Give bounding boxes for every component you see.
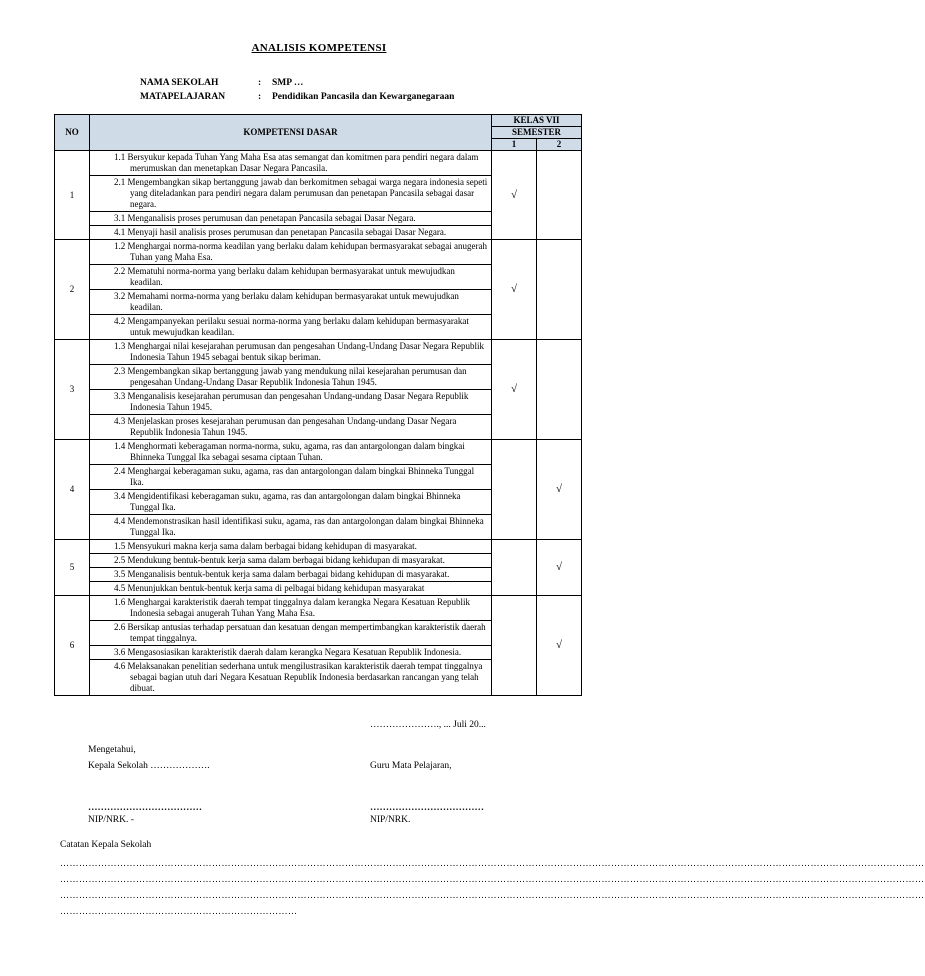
table-row [55, 151, 582, 240]
check-mark: √ [510, 383, 518, 395]
semester-1-cell [492, 151, 537, 240]
school-row [140, 78, 303, 88]
semester-2-cell [537, 340, 582, 440]
kd-item: 4.6 Melaksanakan penelitian sederhana untuk mengilustrasikan karakteristik daerah tempat tinggalnya sebagai bagian utuh dari Negara Kesatuan Republik Indonesia berdasarkan rancangan yang telah dibuat. [114, 661, 483, 693]
school-value: SMP … [272, 78, 304, 88]
kd-cell [90, 240, 492, 340]
guru-label: Guru Mata Pelajaran, [370, 761, 452, 771]
semester-1-cell [492, 540, 537, 596]
semester-2-cell [537, 540, 582, 596]
table-row [55, 340, 582, 440]
kd-cell [90, 596, 492, 696]
note-line: ………………………………………………………………………………………………………………………………………………………………………………………………………………………………………………… [60, 890, 925, 900]
kd-item: 4.4 Mendemonstrasikan hasil identifikasi suku, agama, ras dan antargolongan dalam bingkai Bhinneka Tunggal Ika. [114, 516, 484, 537]
subject-row [140, 92, 454, 102]
kepala-label: Kepala Sekolah ………………. [88, 761, 210, 771]
kd-item: 3.5 Menganalisis bentuk-bentuk kerja sama dalam berbagai bidang kehidupan di masyarakat. [90, 568, 491, 582]
table-row [55, 540, 582, 596]
kd-item: 4.3 Menjelaskan proses kesejarahan perumusan dan pengesahan Undang-undang Dasar Negara Republik Indonesia Tahun 1945. [114, 416, 457, 437]
table-row [55, 596, 582, 696]
header-kd: KOMPETENSI DASAR [90, 115, 492, 151]
kd-item: 3.3 Menganalisis kesejarahan perumusan dan pengesahan Undang-undang Dasar Negara Republik Indonesia Tahun 1945. [90, 390, 491, 415]
kd-item: 2.6 Bersikap antusias terhadap persatuan dan kesatuan dengan mempertimbangkan karakteristik daerah tempat tinggalnya. [90, 621, 491, 646]
row-number: 5 [55, 540, 90, 596]
kd-item: 1.6 Menghargai karakteristik daerah tempat tinggalnya dalam kerangka Negara Kesatuan Republik Indonesia sebagai anugerah Tuhan Yang Maha Esa. [90, 596, 491, 621]
kd-item: 4.1 Menyaji hasil analisis proses perumusan dan penetapan Pancasila sebagai Dasar Negara. [114, 227, 447, 237]
subject-value: Pendidikan Pancasila dan Kewarganegaraan [272, 92, 455, 102]
kd-item: 2.4 Menghargai keberagaman suku, agama, ras dan antargolongan dalam bingkai Bhinneka Tunggal Ika. [90, 465, 491, 490]
colon: : [258, 92, 262, 102]
header-kelas: KELAS VII [492, 115, 582, 127]
kd-item: 2.3 Mengembangkan sikap bertanggung jawab yang mendukung nilai kesejarahan perumusan dan pengesahan Undang-Undang Dasar Republik Indonesia Tahun 1945. [90, 365, 491, 390]
row-number: 1 [55, 151, 90, 240]
table-row [55, 440, 582, 540]
kd-cell [90, 340, 492, 440]
semester-1-cell [492, 340, 537, 440]
kd-item: 4.5 Menunjukkan bentuk-bentuk kerja sama di pelbagai bidang kehidupan masyarakat [114, 583, 425, 593]
kd-cell [90, 440, 492, 540]
semester-1-cell [492, 440, 537, 540]
colon: : [258, 78, 262, 88]
kd-cell [90, 151, 492, 240]
kd-item: 3.1 Menganalisis proses perumusan dan penetapan Pancasila sebagai Dasar Negara. [90, 212, 491, 226]
semester-1-cell [492, 596, 537, 696]
row-number: 6 [55, 596, 90, 696]
row-number: 2 [55, 240, 90, 340]
subject-label: MATAPELAJARAN [140, 92, 226, 102]
row-number: 4 [55, 440, 90, 540]
semester-2-cell [537, 440, 582, 540]
competency-table [54, 114, 582, 696]
sign-line-right: ……………………………… [370, 803, 484, 813]
header-sem-1: 1 [492, 139, 537, 151]
check-mark: √ [510, 188, 518, 201]
mengetahui-label: Mengetahui, [88, 745, 136, 755]
catatan-label: Catatan Kepala Sekolah [60, 840, 152, 850]
semester-2-cell [537, 240, 582, 340]
semester-2-cell [537, 151, 582, 240]
row-number: 3 [55, 340, 90, 440]
kd-item: 3.6 Mengasosiasikan karakteristik daerah dalam kerangka Negara Kesatuan Republik Indonesia. [90, 646, 491, 660]
table-row [55, 240, 582, 340]
note-line: ………………………………………………………………………………………………………………………………………………………………………………………………………………………………………………… [60, 858, 925, 868]
kd-item: 1.2 Menghargai norma-norma keadilan yang berlaku dalam kehidupan bermasyarakat sebagai anugerah Tuhan yang Maha Esa. [90, 240, 491, 265]
date-line: …………………., ... Juli 20... [370, 720, 486, 730]
header-sem-2: 2 [537, 139, 582, 151]
note-line-short: ………………………………………………………………… [60, 906, 298, 916]
kd-item: 1.5 Mensyukuri makna kerja sama dalam berbagai bidang kehidupan di masyarakat. [90, 540, 491, 554]
nip-right: NIP/NRK. [370, 815, 411, 825]
nip-left: NIP/NRK. - [88, 815, 134, 825]
kd-item: 2.5 Mendukung bentuk-bentuk kerja sama dalam berbagai bidang kehidupan di masyarakat. [90, 554, 491, 568]
check-mark: √ [555, 483, 563, 495]
header-semester: SEMESTER [492, 127, 582, 139]
kd-item: 1.1 Bersyukur kepada Tuhan Yang Maha Esa atas semangat dan komitmen para pendiri negara dalam merumuskan dan menetapkan Dasar Negara Pancasila. [90, 151, 491, 176]
kd-item: 3.4 Mengidentifikasi keberagaman suku, agama, ras dan antargolongan dalam bingkai Bhinneka Tunggal Ika. [90, 490, 491, 515]
sign-line-left: ……………………………… [88, 803, 202, 813]
kd-item: 1.3 Menghargai nilai kesejarahan perumusan dan pengesahan Undang-Undang Dasar Negara Republik Indonesia Tahun 1945 sebagai bentuk sikap beriman. [90, 340, 491, 365]
page-title: ANALISIS KOMPETENSI [251, 42, 387, 54]
check-mark: √ [555, 639, 563, 651]
check-mark: √ [510, 283, 518, 295]
check-mark: √ [555, 561, 563, 573]
kd-cell [90, 540, 492, 596]
kd-item: 1.4 Menghormati keberagaman norma-norma, suku, agama, ras dan antargolongan dalam bingkai Bhinneka Tunggal Ika sebagai sesama ciptaan Tuhan. [90, 440, 491, 465]
kd-item: 2.1 Mengembangkan sikap bertanggung jawab dan berkomitmen sebagai warga negara indonesia sepeti yang diteladankan para pendiri negara dalam perumusan dan penetapan Pancasila sebagai dasar negara. [90, 176, 491, 212]
semester-1-cell [492, 240, 537, 340]
school-label: NAMA SEKOLAH [140, 78, 219, 88]
kd-item: 3.2 Memahami norma-norma yang berlaku dalam kehidupan bermasyarakat untuk mewujudkan keadilan. [90, 290, 491, 315]
semester-2-cell [537, 596, 582, 696]
kd-item: 4.2 Mengampanyekan perilaku sesuai norma-norma yang berlaku dalam kehidupan bermasyarakat untuk mewujudkan keadilan. [114, 316, 469, 337]
header-no: NO [55, 115, 90, 151]
note-line: ………………………………………………………………………………………………………………………………………………………………………………………………………………………………………………… [60, 874, 925, 884]
kd-item: 2.2 Mematuhi norma-norma yang berlaku dalam kehidupan bermasyarakat untuk mewujudkan keadilan. [90, 265, 491, 290]
